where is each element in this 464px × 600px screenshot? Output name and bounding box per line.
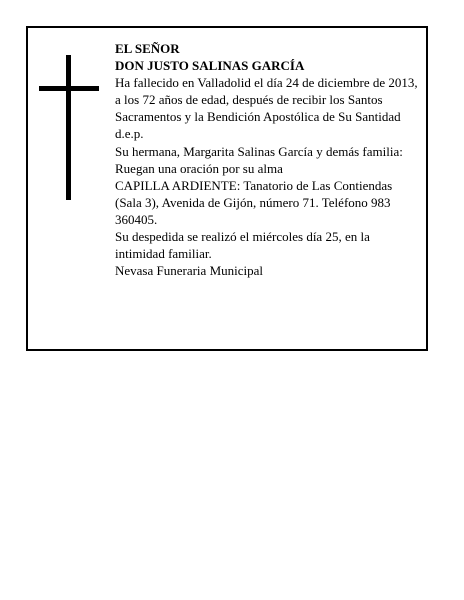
dep-text: d.e.p. [115, 126, 144, 142]
prayer-request: Ruegan una oración por su alma [115, 160, 283, 176]
obituary-notice [26, 26, 428, 351]
latin-cross-icon [39, 55, 99, 200]
cross-vertical-bar [66, 55, 71, 200]
death-announcement: Ha fallecido en Valladolid el día 24 de diciembre de 2013, a los 72 años de edad, después de recibir los Santos Sacramentos y la Bendición Apostólica de Su Santidad [115, 75, 418, 125]
heading-title: EL SEÑOR [115, 41, 180, 56]
chapel-info: CAPILLA ARDIENTE: Tanatorio de Las Contiendas (Sala 3), Avenida de Gijón, número 71. Teléfono 983 360405. [115, 177, 393, 227]
funeral-home: Nevasa Funeraria Municipal [115, 263, 264, 279]
obituary-text [115, 40, 420, 279]
deceased-name: DON JUSTO SALINAS GARCÍA [115, 58, 305, 74]
cross-horizontal-bar [39, 86, 99, 91]
farewell-info: Su despedida se realizó el miércoles día 25, en la intimidad familiar. [115, 229, 370, 262]
family-line: Su hermana, Margarita Salinas García y demás familia: [115, 143, 403, 159]
